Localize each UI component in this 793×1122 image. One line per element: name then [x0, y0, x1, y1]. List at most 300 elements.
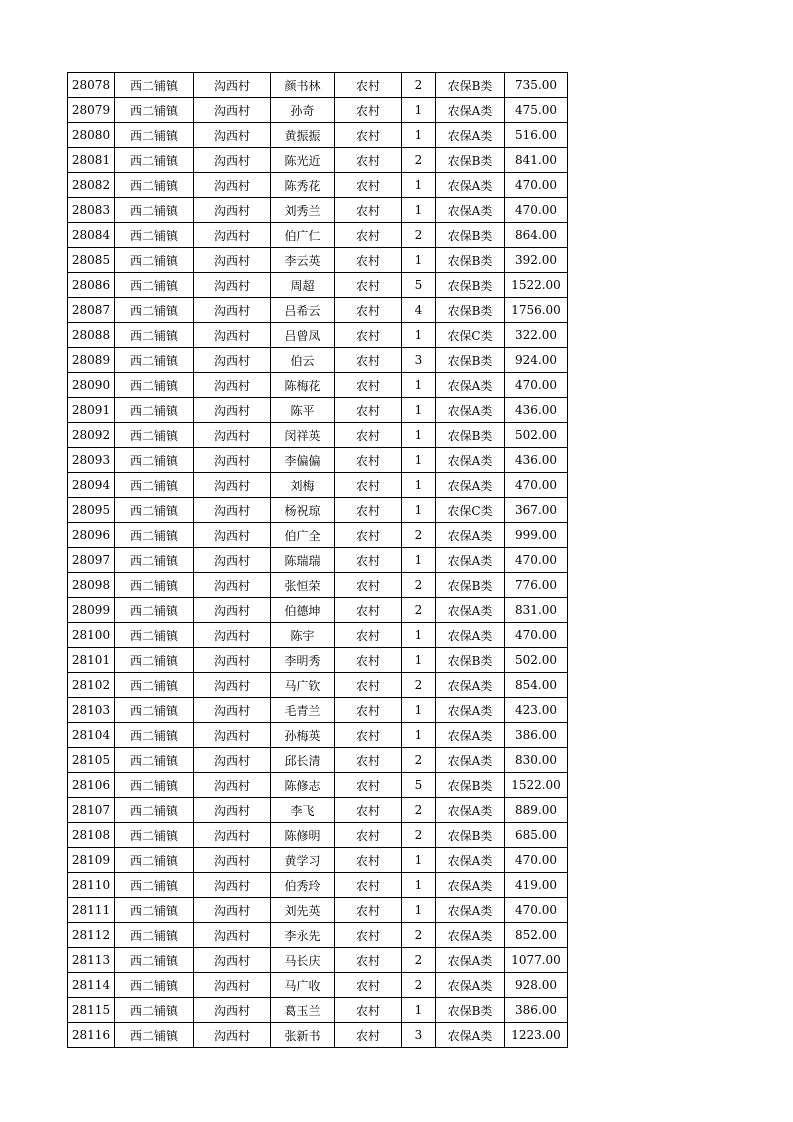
table-row	[68, 223, 568, 248]
village-cell: 沟西村	[194, 798, 271, 823]
area-type-cell: 农村	[335, 773, 402, 798]
row-id-cell: 28082	[68, 173, 115, 198]
table-body	[68, 73, 568, 1048]
table-row	[68, 673, 568, 698]
amount-cell: 470.00	[505, 473, 568, 498]
area-type-cell: 农村	[335, 573, 402, 598]
table-row	[68, 248, 568, 273]
table-row	[68, 823, 568, 848]
category-cell: 农保A类	[436, 973, 505, 998]
household-size-cell: 1	[402, 323, 436, 348]
area-type-cell: 农村	[335, 948, 402, 973]
category-cell: 农保A类	[436, 723, 505, 748]
category-cell: 农保A类	[436, 373, 505, 398]
village-cell: 沟西村	[194, 1023, 271, 1048]
area-type-cell: 农村	[335, 623, 402, 648]
household-size-cell: 2	[402, 73, 436, 98]
name-cell: 李永先	[271, 923, 335, 948]
table-row	[68, 273, 568, 298]
name-cell: 陈光近	[271, 148, 335, 173]
name-cell: 刘先英	[271, 898, 335, 923]
amount-cell: 386.00	[505, 998, 568, 1023]
row-id-cell: 28090	[68, 373, 115, 398]
household-size-cell: 1	[402, 548, 436, 573]
household-size-cell: 2	[402, 148, 436, 173]
area-type-cell: 农村	[335, 648, 402, 673]
town-cell: 西二铺镇	[115, 148, 194, 173]
village-cell: 沟西村	[194, 273, 271, 298]
row-id-cell: 28101	[68, 648, 115, 673]
household-size-cell: 1	[402, 498, 436, 523]
category-cell: 农保B类	[436, 148, 505, 173]
area-type-cell: 农村	[335, 548, 402, 573]
household-size-cell: 2	[402, 798, 436, 823]
name-cell: 孙梅英	[271, 723, 335, 748]
village-cell: 沟西村	[194, 373, 271, 398]
household-size-cell: 2	[402, 223, 436, 248]
town-cell: 西二铺镇	[115, 173, 194, 198]
town-cell: 西二铺镇	[115, 348, 194, 373]
name-cell: 陈秀花	[271, 173, 335, 198]
household-size-cell: 2	[402, 523, 436, 548]
town-cell: 西二铺镇	[115, 998, 194, 1023]
table-row	[68, 973, 568, 998]
table-row	[68, 598, 568, 623]
category-cell: 农保B类	[436, 73, 505, 98]
household-size-cell: 1	[402, 723, 436, 748]
village-cell: 沟西村	[194, 673, 271, 698]
table-row	[68, 548, 568, 573]
town-cell: 西二铺镇	[115, 623, 194, 648]
amount-cell: 1522.00	[505, 273, 568, 298]
household-size-cell: 1	[402, 648, 436, 673]
area-type-cell: 农村	[335, 998, 402, 1023]
town-cell: 西二铺镇	[115, 798, 194, 823]
name-cell: 陈瑞瑞	[271, 548, 335, 573]
household-size-cell: 2	[402, 748, 436, 773]
area-type-cell: 农村	[335, 148, 402, 173]
amount-cell: 436.00	[505, 398, 568, 423]
town-cell: 西二铺镇	[115, 223, 194, 248]
town-cell: 西二铺镇	[115, 598, 194, 623]
household-size-cell: 1	[402, 448, 436, 473]
category-cell: 农保A类	[436, 473, 505, 498]
household-size-cell: 1	[402, 898, 436, 923]
name-cell: 马广收	[271, 973, 335, 998]
household-size-cell: 1	[402, 698, 436, 723]
household-size-cell: 3	[402, 1023, 436, 1048]
category-cell: 农保C类	[436, 323, 505, 348]
row-id-cell: 28114	[68, 973, 115, 998]
amount-cell: 1223.00	[505, 1023, 568, 1048]
name-cell: 吕希云	[271, 298, 335, 323]
table-row	[68, 148, 568, 173]
row-id-cell: 28083	[68, 198, 115, 223]
name-cell: 刘梅	[271, 473, 335, 498]
area-type-cell: 农村	[335, 398, 402, 423]
area-type-cell: 农村	[335, 923, 402, 948]
village-cell: 沟西村	[194, 948, 271, 973]
table-row	[68, 873, 568, 898]
area-type-cell: 农村	[335, 823, 402, 848]
household-size-cell: 4	[402, 298, 436, 323]
amount-cell: 419.00	[505, 873, 568, 898]
table-row	[68, 773, 568, 798]
name-cell: 陈宇	[271, 623, 335, 648]
household-size-cell: 2	[402, 673, 436, 698]
table-row	[68, 798, 568, 823]
town-cell: 西二铺镇	[115, 823, 194, 848]
village-cell: 沟西村	[194, 248, 271, 273]
category-cell: 农保A类	[436, 873, 505, 898]
amount-cell: 735.00	[505, 73, 568, 98]
town-cell: 西二铺镇	[115, 1023, 194, 1048]
category-cell: 农保C类	[436, 498, 505, 523]
category-cell: 农保A类	[436, 748, 505, 773]
area-type-cell: 农村	[335, 598, 402, 623]
town-cell: 西二铺镇	[115, 848, 194, 873]
table-row	[68, 923, 568, 948]
town-cell: 西二铺镇	[115, 523, 194, 548]
household-size-cell: 5	[402, 273, 436, 298]
village-cell: 沟西村	[194, 823, 271, 848]
name-cell: 邱长清	[271, 748, 335, 773]
area-type-cell: 农村	[335, 323, 402, 348]
row-id-cell: 28103	[68, 698, 115, 723]
village-cell: 沟西村	[194, 573, 271, 598]
village-cell: 沟西村	[194, 323, 271, 348]
category-cell: 农保B类	[436, 773, 505, 798]
area-type-cell: 农村	[335, 973, 402, 998]
row-id-cell: 28106	[68, 773, 115, 798]
category-cell: 农保A类	[436, 948, 505, 973]
area-type-cell: 农村	[335, 848, 402, 873]
row-id-cell: 28093	[68, 448, 115, 473]
amount-cell: 516.00	[505, 123, 568, 148]
category-cell: 农保A类	[436, 673, 505, 698]
amount-cell: 776.00	[505, 573, 568, 598]
name-cell: 闵祥英	[271, 423, 335, 448]
area-type-cell: 农村	[335, 898, 402, 923]
row-id-cell: 28107	[68, 798, 115, 823]
row-id-cell: 28085	[68, 248, 115, 273]
name-cell: 伯广全	[271, 523, 335, 548]
town-cell: 西二铺镇	[115, 948, 194, 973]
village-cell: 沟西村	[194, 448, 271, 473]
name-cell: 毛青兰	[271, 698, 335, 723]
table-row	[68, 573, 568, 598]
amount-cell: 854.00	[505, 673, 568, 698]
village-cell: 沟西村	[194, 348, 271, 373]
row-id-cell: 28089	[68, 348, 115, 373]
town-cell: 西二铺镇	[115, 573, 194, 598]
row-id-cell: 28110	[68, 873, 115, 898]
name-cell: 伯广仁	[271, 223, 335, 248]
amount-cell: 831.00	[505, 598, 568, 623]
category-cell: 农保B类	[436, 823, 505, 848]
area-type-cell: 农村	[335, 248, 402, 273]
row-id-cell: 28097	[68, 548, 115, 573]
table-row	[68, 848, 568, 873]
row-id-cell: 28096	[68, 523, 115, 548]
row-id-cell: 28086	[68, 273, 115, 298]
village-cell: 沟西村	[194, 923, 271, 948]
household-size-cell: 5	[402, 773, 436, 798]
town-cell: 西二铺镇	[115, 473, 194, 498]
category-cell: 农保B类	[436, 998, 505, 1023]
table-row	[68, 748, 568, 773]
amount-cell: 322.00	[505, 323, 568, 348]
name-cell: 伯云	[271, 348, 335, 373]
household-size-cell: 3	[402, 348, 436, 373]
name-cell: 马广钦	[271, 673, 335, 698]
table-row	[68, 373, 568, 398]
area-type-cell: 农村	[335, 673, 402, 698]
village-cell: 沟西村	[194, 123, 271, 148]
category-cell: 农保B类	[436, 648, 505, 673]
area-type-cell: 农村	[335, 723, 402, 748]
data-table	[67, 72, 568, 1048]
amount-cell: 367.00	[505, 498, 568, 523]
table-row	[68, 898, 568, 923]
category-cell: 农保A类	[436, 448, 505, 473]
village-cell: 沟西村	[194, 498, 271, 523]
category-cell: 农保A类	[436, 98, 505, 123]
name-cell: 陈修明	[271, 823, 335, 848]
village-cell: 沟西村	[194, 98, 271, 123]
amount-cell: 423.00	[505, 698, 568, 723]
category-cell: 农保A类	[436, 698, 505, 723]
row-id-cell: 28102	[68, 673, 115, 698]
row-id-cell: 28104	[68, 723, 115, 748]
area-type-cell: 农村	[335, 798, 402, 823]
table-row	[68, 723, 568, 748]
village-cell: 沟西村	[194, 598, 271, 623]
household-size-cell: 2	[402, 948, 436, 973]
household-size-cell: 2	[402, 923, 436, 948]
town-cell: 西二铺镇	[115, 98, 194, 123]
area-type-cell: 农村	[335, 523, 402, 548]
category-cell: 农保A类	[436, 198, 505, 223]
category-cell: 农保B类	[436, 423, 505, 448]
household-size-cell: 1	[402, 98, 436, 123]
area-type-cell: 农村	[335, 473, 402, 498]
amount-cell: 830.00	[505, 748, 568, 773]
row-id-cell: 28088	[68, 323, 115, 348]
area-type-cell: 农村	[335, 873, 402, 898]
name-cell: 周超	[271, 273, 335, 298]
table-row	[68, 473, 568, 498]
table-row	[68, 998, 568, 1023]
amount-cell: 924.00	[505, 348, 568, 373]
category-cell: 农保A类	[436, 798, 505, 823]
category-cell: 农保A类	[436, 848, 505, 873]
amount-cell: 502.00	[505, 648, 568, 673]
village-cell: 沟西村	[194, 73, 271, 98]
village-cell: 沟西村	[194, 973, 271, 998]
village-cell: 沟西村	[194, 773, 271, 798]
amount-cell: 470.00	[505, 548, 568, 573]
village-cell: 沟西村	[194, 698, 271, 723]
village-cell: 沟西村	[194, 223, 271, 248]
household-size-cell: 1	[402, 998, 436, 1023]
category-cell: 农保B类	[436, 273, 505, 298]
row-id-cell: 28100	[68, 623, 115, 648]
name-cell: 李云英	[271, 248, 335, 273]
amount-cell: 470.00	[505, 373, 568, 398]
name-cell: 张恒荣	[271, 573, 335, 598]
name-cell: 伯秀玲	[271, 873, 335, 898]
village-cell: 沟西村	[194, 548, 271, 573]
table-row	[68, 323, 568, 348]
town-cell: 西二铺镇	[115, 373, 194, 398]
category-cell: 农保A类	[436, 623, 505, 648]
household-size-cell: 1	[402, 473, 436, 498]
town-cell: 西二铺镇	[115, 923, 194, 948]
village-cell: 沟西村	[194, 723, 271, 748]
town-cell: 西二铺镇	[115, 748, 194, 773]
town-cell: 西二铺镇	[115, 298, 194, 323]
category-cell: 农保A类	[436, 898, 505, 923]
area-type-cell: 农村	[335, 273, 402, 298]
area-type-cell: 农村	[335, 198, 402, 223]
household-size-cell: 1	[402, 873, 436, 898]
amount-cell: 928.00	[505, 973, 568, 998]
name-cell: 张新书	[271, 1023, 335, 1048]
village-cell: 沟西村	[194, 148, 271, 173]
area-type-cell: 农村	[335, 298, 402, 323]
table-row	[68, 73, 568, 98]
amount-cell: 470.00	[505, 198, 568, 223]
amount-cell: 685.00	[505, 823, 568, 848]
village-cell: 沟西村	[194, 748, 271, 773]
village-cell: 沟西村	[194, 623, 271, 648]
household-size-cell: 2	[402, 573, 436, 598]
amount-cell: 436.00	[505, 448, 568, 473]
row-id-cell: 28113	[68, 948, 115, 973]
town-cell: 西二铺镇	[115, 673, 194, 698]
amount-cell: 1522.00	[505, 773, 568, 798]
name-cell: 刘秀兰	[271, 198, 335, 223]
town-cell: 西二铺镇	[115, 648, 194, 673]
name-cell: 孙奇	[271, 98, 335, 123]
household-size-cell: 2	[402, 973, 436, 998]
row-id-cell: 28105	[68, 748, 115, 773]
category-cell: 农保A类	[436, 523, 505, 548]
household-size-cell: 1	[402, 198, 436, 223]
name-cell: 陈修志	[271, 773, 335, 798]
name-cell: 李明秀	[271, 648, 335, 673]
table-row	[68, 523, 568, 548]
area-type-cell: 农村	[335, 123, 402, 148]
household-size-cell: 1	[402, 623, 436, 648]
category-cell: 农保A类	[436, 548, 505, 573]
name-cell: 葛玉兰	[271, 998, 335, 1023]
household-size-cell: 1	[402, 848, 436, 873]
row-id-cell: 28098	[68, 573, 115, 598]
table-row	[68, 123, 568, 148]
name-cell: 陈梅花	[271, 373, 335, 398]
village-cell: 沟西村	[194, 998, 271, 1023]
amount-cell: 889.00	[505, 798, 568, 823]
table-row	[68, 298, 568, 323]
name-cell: 伯德坤	[271, 598, 335, 623]
name-cell: 马长庆	[271, 948, 335, 973]
amount-cell: 470.00	[505, 848, 568, 873]
village-cell: 沟西村	[194, 873, 271, 898]
category-cell: 农保B类	[436, 348, 505, 373]
row-id-cell: 28091	[68, 398, 115, 423]
area-type-cell: 农村	[335, 348, 402, 373]
town-cell: 西二铺镇	[115, 898, 194, 923]
town-cell: 西二铺镇	[115, 273, 194, 298]
row-id-cell: 28094	[68, 473, 115, 498]
table-row	[68, 448, 568, 473]
town-cell: 西二铺镇	[115, 773, 194, 798]
area-type-cell: 农村	[335, 748, 402, 773]
amount-cell: 470.00	[505, 898, 568, 923]
area-type-cell: 农村	[335, 73, 402, 98]
table-row	[68, 1023, 568, 1048]
row-id-cell: 28079	[68, 98, 115, 123]
name-cell: 吕曾凤	[271, 323, 335, 348]
area-type-cell: 农村	[335, 223, 402, 248]
household-size-cell: 1	[402, 248, 436, 273]
village-cell: 沟西村	[194, 298, 271, 323]
household-size-cell: 1	[402, 373, 436, 398]
household-size-cell: 2	[402, 598, 436, 623]
row-id-cell: 28109	[68, 848, 115, 873]
table-row	[68, 698, 568, 723]
category-cell: 农保B类	[436, 298, 505, 323]
row-id-cell: 28078	[68, 73, 115, 98]
category-cell: 农保A类	[436, 173, 505, 198]
table-row	[68, 623, 568, 648]
category-cell: 农保A类	[436, 598, 505, 623]
village-cell: 沟西村	[194, 648, 271, 673]
category-cell: 农保A类	[436, 398, 505, 423]
town-cell: 西二铺镇	[115, 323, 194, 348]
amount-cell: 392.00	[505, 248, 568, 273]
name-cell: 陈平	[271, 398, 335, 423]
amount-cell: 841.00	[505, 148, 568, 173]
category-cell: 农保A类	[436, 123, 505, 148]
row-id-cell: 28116	[68, 1023, 115, 1048]
row-id-cell: 28080	[68, 123, 115, 148]
household-size-cell: 1	[402, 173, 436, 198]
area-type-cell: 农村	[335, 173, 402, 198]
town-cell: 西二铺镇	[115, 248, 194, 273]
village-cell: 沟西村	[194, 848, 271, 873]
name-cell: 黄振振	[271, 123, 335, 148]
town-cell: 西二铺镇	[115, 398, 194, 423]
table-row	[68, 348, 568, 373]
name-cell: 颜书林	[271, 73, 335, 98]
row-id-cell: 28092	[68, 423, 115, 448]
village-cell: 沟西村	[194, 398, 271, 423]
area-type-cell: 农村	[335, 448, 402, 473]
category-cell: 农保A类	[436, 1023, 505, 1048]
village-cell: 沟西村	[194, 173, 271, 198]
household-size-cell: 1	[402, 423, 436, 448]
town-cell: 西二铺镇	[115, 423, 194, 448]
town-cell: 西二铺镇	[115, 73, 194, 98]
amount-cell: 1756.00	[505, 298, 568, 323]
area-type-cell: 农村	[335, 698, 402, 723]
village-cell: 沟西村	[194, 423, 271, 448]
row-id-cell: 28095	[68, 498, 115, 523]
village-cell: 沟西村	[194, 473, 271, 498]
